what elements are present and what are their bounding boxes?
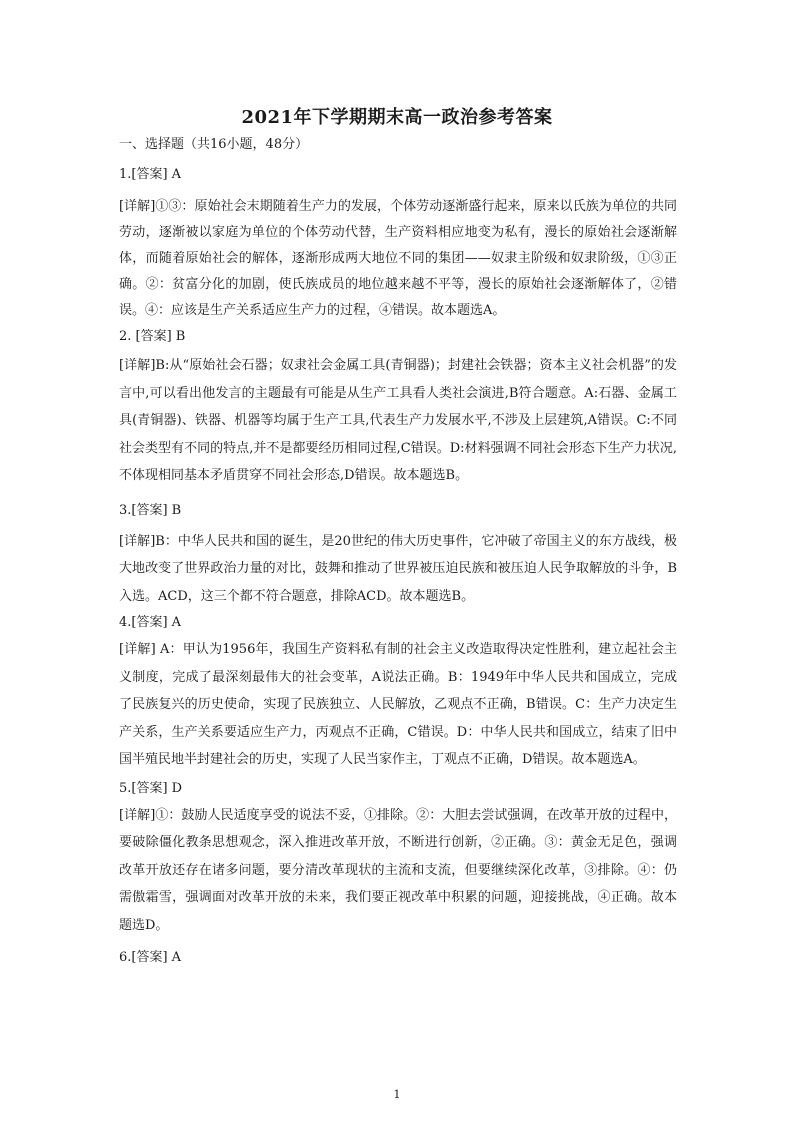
question-3-answer: 3.[答案] B (119, 502, 182, 518)
section-heading: 一、选择题（共16小题，48分） (119, 137, 309, 152)
question-1-answer: 1.[答案] A (119, 167, 182, 182)
question-3-detail: [详解]B：中华人民共和国的诞生，是20世纪的伟大历史事件，它冲破了帝国主义的东方战线，极大地改变了世界政治力量的对比，鼓舞和推动了世界被压迫民族和被压迫人民争取解放的斗争，B入选。ACD，这三个都不符合题意，排除ACD。故本题选B。 (119, 533, 677, 604)
question-4-answer: 4.[答案] A (119, 615, 182, 630)
question-5-detail: [详解]①：鼓励人民适度享受的说法不妥，①排除。②：大胆去尝试强调，在改革开放的过程中，要破除僵化教条思想观念，深入推进改革开放，不断进行创新，②正确。③：黄金无足色，强调改革开放还存在诸多问题，要分清改革现状的主流和支流，但要继续深化改革，③排除。④：仍需傲霜雪，强调面对改革开放的未来，我们要正视改革中积累的问题，迎接挑战，④正确。故本题选D。 (119, 807, 677, 933)
question-1-detail: [详解]①③：原始社会末期随着生产力的发展，个体劳动逐渐盛行起来，原来以氏族为单位的共同劳动，逐渐被以家庭为单位的个体劳动代替，生产资料相应地变为私有，漫长的原始社会逐渐解体，而随着原始社会的解体，逐渐形成两大地位不同的集团——奴隶主阶级和奴隶阶级，①③正确。②：贫富分化的加剧，使氏族成员的地位越来越不平等，漫长的原始社会逐渐解体了，②错误。④：应该是生产关系适应生产力的过程，④错误。故本题选A。 (119, 199, 677, 318)
question-6-answer: 6.[答案] A (119, 950, 182, 965)
question-2-detail: [详解]B:从“原始社会石器；奴隶社会金属工具(青铜器)；封建社会铁器；资本主义社会机器”的发言中,可以看出他发言的主题最有可能是从生产工具看人类社会演进,B符合题意。A:石器、金属工具(青铜器)、铁器、机器等均属于生产工具,代表生产力发展水平,不涉及上层建筑,A错误。C:不同社会类型有不同的特点,并不是都要经历相同过程,C错误。D:材料强调不同社会形态下生产力状况,不体现相同基本矛盾贯穿不同社会形态,D错误。故本题选B。 (119, 358, 677, 483)
page-number: 1 (393, 1088, 401, 1101)
question-2-answer: 2. [答案] B (119, 329, 186, 344)
page-title: 2021年下学期期末高一政治参考答案 (241, 107, 553, 128)
question-4-detail: [详解] A：甲认为1956年，我国生产资料私有制的社会主义改造取得决定性胜利，建立起社会主义制度，完成了最深刻最伟大的社会变革，A说法正确。B：1949年中华人民共和国成立，完成了民族复兴的历史使命，实现了民族独立、人民解放，乙观点不正确，B错误。C：生产力决定生产关系，生产关系要适应生产力，丙观点不正确，C错误。D：中华人民共和国成立，结束了旧中国半殖民地半封建社会的历史，实现了人民当家作主，丁观点不正确，D错误。故本题选A。 (119, 642, 677, 767)
question-5-answer: 5.[答案] D (119, 780, 183, 796)
answer-content (119, 132, 677, 971)
